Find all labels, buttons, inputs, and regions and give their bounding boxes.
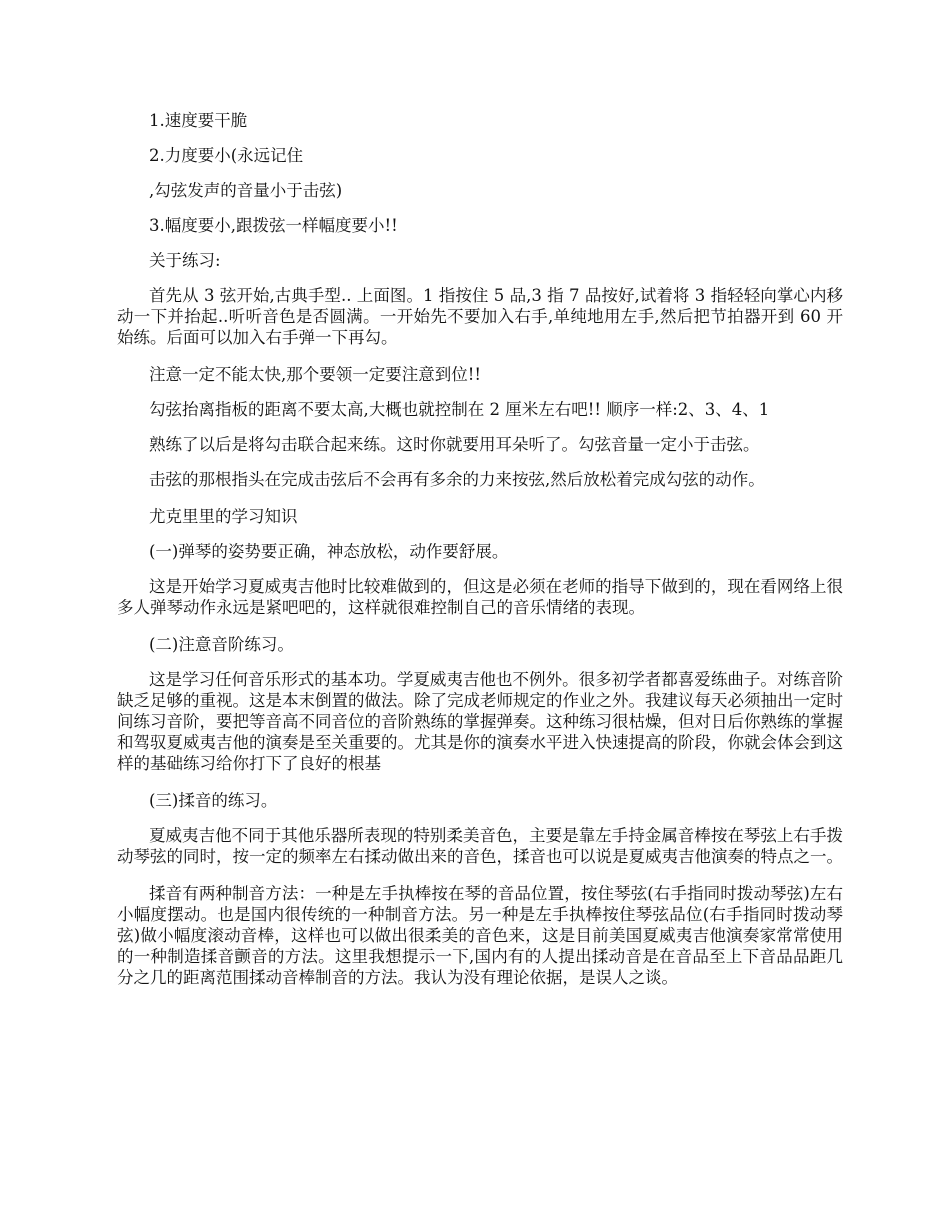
paragraph-combined: 熟练了以后是将勾击联合起来练。这时你就要用耳朵听了。勾弦音量一定小于击弦。 xyxy=(149,435,760,454)
section-heading-scales: (二)注意音阶练习。 xyxy=(149,635,294,654)
paragraph-scales: 这是学习任何音乐形式的基本功。学夏威夷吉他也不例外。很多初学者都喜爱练曲子。对练音阶缺乏足够的重视。这是本末倒置的做法。除了完成老师规定的作业之外。我建议每天必须抽出一定时间练习音阶，要把等音高不同音位的音阶熟练的掌握弹奏。这种练习很枯燥，但对日后你熟练的掌握和驾驭夏威夷吉他的演奏是至关重要的。尤其是你的演奏水平进入快速提高的阶段，你就会体会到这样的基础练习给你打下了良好的根基 xyxy=(117,670,843,773)
paragraph-vibrato-methods: 揉音有两种制音方法：一种是左手执棒按在琴的音品位置，按住琴弦(右手指同时拨动琴弦)左右小幅度摆动。也是国内很传统的一种制音方法。另一种是左手执棒按住琴弦品位(右手指同时拨动琴弦)做小幅度滚动音棒，这样也可以做出很柔美的音色来，这是目前美国夏威夷吉他演奏家常常使用的一种制造揉音颤音的方法。这里我想提示一下,国内有的人提出揉动音是在音品至上下音品品距几分之几的距离范围揉动音棒制音的方法。我认为没有理论依据，是误人之谈。 xyxy=(117,884,843,987)
paragraph-caution: 注意一定不能太快,那个要领一定要注意到位!! xyxy=(149,365,482,384)
paragraph-speed: 1.速度要干脆 xyxy=(149,111,248,130)
paragraph-force-note: ,勾弦发声的音量小于击弦) xyxy=(149,181,343,200)
paragraph-vibrato: 夏威夷吉他不同于其他乐器所表现的特别柔美音色，主要是靠左手持金属音棒按在琴弦上右手拨动琴弦的同时，按一定的频率左右揉动做出来的音色，揉音也可以说是夏威夷吉他演奏的特点之一。 xyxy=(117,826,843,866)
section-heading-posture: (一)弹琴的姿势要正确，神态放松，动作要舒展。 xyxy=(149,542,509,561)
section-heading-ukulele: 尤克里里的学习知识 xyxy=(149,507,298,526)
document-body xyxy=(117,110,843,1004)
paragraph-strike-finger: 击弦的那根指头在完成击弦后不会再有多余的力来按弦,然后放松着完成勾弦的动作。 xyxy=(149,470,765,489)
paragraph-practice-heading: 关于练习: xyxy=(149,251,221,270)
paragraph-posture: 这是开始学习夏威夷吉他时比较难做到的，但这是必须在老师的指导下做到的，现在看网络上很多人弹琴动作永远是紧吧吧的，这样就很难控制自己的音乐情绪的表现。 xyxy=(117,577,843,617)
section-heading-vibrato: (三)揉音的练习。 xyxy=(149,791,278,810)
paragraph-amplitude: 3.幅度要小,跟拨弦一样幅度要小!! xyxy=(149,216,398,235)
paragraph-practice-intro: 首先从 3 弦开始,古典手型.. 上面图。1 指按住 5 品,3 指 7 品按好,试着将 3 指轻轻向掌心内移动一下并抬起..听听音色是否圆满。一开始先不要加入右手,单纯地用左手,然后把节拍器开到 60 开始练。后面可以加入右手弹一下再勾。 xyxy=(117,286,843,347)
paragraph-force: 2.力度要小(永远记住 xyxy=(149,146,304,165)
paragraph-height: 勾弦抬离指板的距离不要太高,大概也就控制在 2 厘米左右吧!! 顺序一样:2、3、4、1 xyxy=(149,400,770,419)
